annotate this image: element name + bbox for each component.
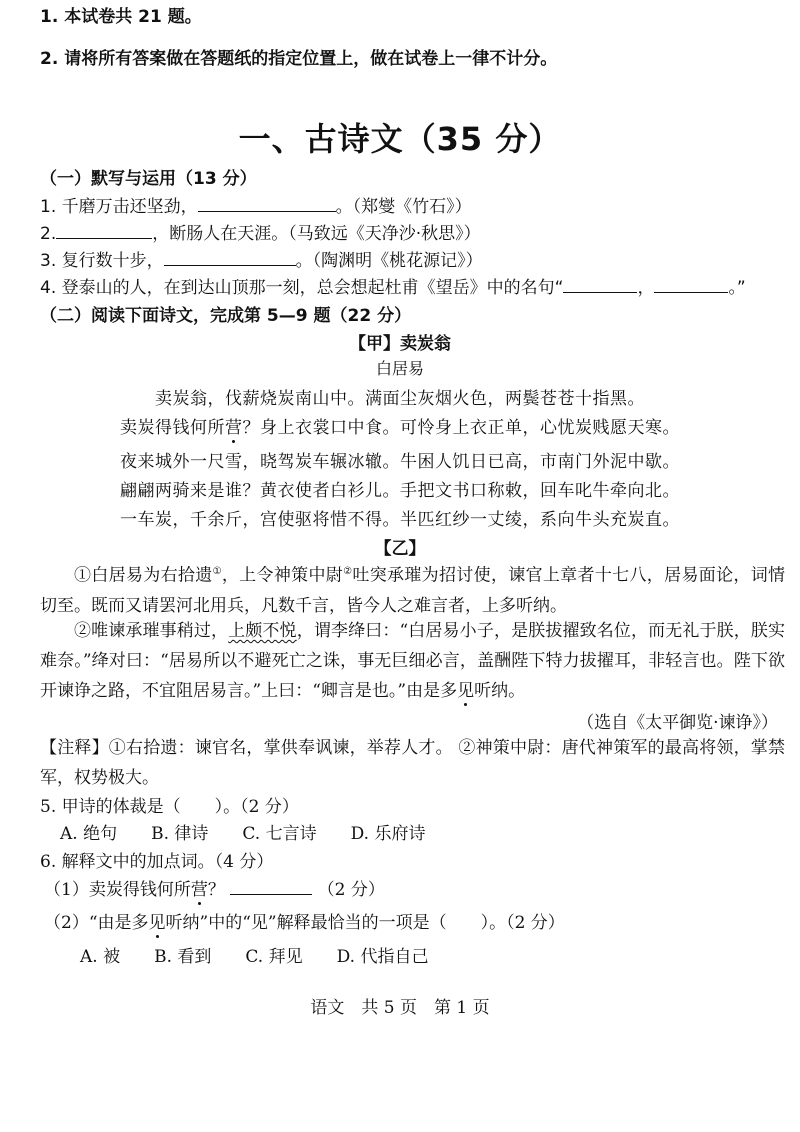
instruction-1: 1. 本试卷共 21 题。 (40, 7, 202, 27)
wavy-underlined-phrase: 上颇不悦 (228, 621, 297, 641)
q6-sub-2 (44, 908, 565, 933)
q3-text: 3. 复行数十步， (40, 251, 164, 271)
poem-line-2-part-a: 卖炭得钱何所 (120, 418, 225, 438)
poem-title: 【甲】卖炭翁 (349, 334, 451, 354)
part2-heading: （二）阅读下面诗文，完成第 5—9 题（22 分） (40, 306, 412, 326)
q1-text: 1. 千磨万击还坚劲， (40, 197, 198, 217)
prose-p2-a: ②唯谏承璀事稍过， (74, 621, 229, 641)
q5-option-d: D. 乐府诗 (350, 824, 426, 844)
poem-line-5: 一车炭，千余斤，宫使驱将惜不得。半匹红纱一丈绫，系向牛头充炭直。 (120, 510, 680, 530)
q6-sub1-answer-blank (230, 877, 312, 895)
poem-line-2-part-b: ？身上衣裳口中食。可怜身上衣正单，心忧炭贱愿天寒。 (242, 418, 680, 438)
q6-sub1-a: （1）卖炭得钱何所 (44, 880, 191, 900)
dotted-char-ying: 营 (225, 418, 243, 438)
q2-text: ，断肠人在天涯。（马致远《天净沙·秋思》） (152, 224, 481, 244)
q6-options (80, 942, 462, 967)
q6-option-c: C. 拜见 (245, 947, 303, 967)
q4-text: 4. 登泰山的人，在到达山顶那一刻，总会想起杜甫《望岳》中的名句“ (40, 278, 564, 298)
q4-answer-blank-2 (654, 275, 728, 293)
prose-p1-a: ①白居易为右拾遗 (74, 565, 213, 586)
part1-heading: （一）默写与运用（13 分） (40, 169, 257, 189)
prose-p1-b: ，上令神策中尉 (221, 565, 344, 586)
question-2 (40, 219, 481, 244)
q3-answer-blank (164, 248, 296, 266)
annotation-notes: 【注释】①右拾遗：谏官名，掌供奉讽谏，举荐人才。 ②神策中尉：唐代神策军的最高将领，掌禁军，权势极大。 (40, 738, 785, 788)
note-marker-1: ① (212, 566, 222, 577)
prose-paragraph-2 (40, 616, 785, 706)
prose-paragraph-1 (40, 557, 785, 621)
source-citation: （选自《太平御览·谏诤》） (577, 713, 778, 733)
poem-line-1: 卖炭翁，伐薪烧炭南山中。满面尘灰烟火色，两鬓苍苍十指黑。 (155, 389, 645, 409)
prose-p2-b: ，谓李绛曰：“白居易小子，是朕拔擢致名位，而无礼于朕，朕实难奈。”绛对曰：“居易所以不避死亡之诛，事无巨细必言，盖酬陛下特力拔擢耳，非轻言也。陛下欲开谏诤之路，不宜阻居易言。”上曰：“卿言是也。”由是多 (40, 621, 786, 701)
page-footer: 语文 共 5 页 第 1 页 (310, 998, 490, 1018)
prose-p1-c: 吐突承璀为招讨使，谏官上章者十七八，居易面论，词情切至。既而又请罢河北用兵，凡数千言，皆今人之难言者，上多听纳。 (40, 565, 786, 616)
q4-comma: ， (637, 278, 655, 298)
q6-option-d: D. 代指自己 (336, 947, 429, 967)
q3-source: 。（陶渊明《桃花源记》） (295, 251, 483, 271)
poem-line-2 (0, 413, 800, 438)
q6-dotted-jian: 见 (148, 913, 166, 933)
prose-p2-c: 听纳。 (474, 681, 526, 701)
prose-title: 【乙】 (374, 539, 426, 559)
q1-answer-blank (198, 194, 336, 212)
instruction-2: 2. 请将所有答案做在答题纸的指定位置上，做在试卷上一律不计分。 (40, 49, 558, 69)
question-3 (40, 246, 483, 271)
q2-answer-blank (56, 221, 152, 239)
q6-dotted-ying: 营 (190, 880, 208, 900)
q6-option-a: A. 被 (80, 947, 121, 967)
section-title: 一、古诗文（35 分） (238, 120, 562, 158)
question-4 (40, 273, 746, 298)
q4-end: 。” (728, 278, 746, 298)
q4-answer-blank-1 (563, 275, 637, 293)
q1-source: 。（郑燮《竹石》） (335, 197, 472, 217)
q6-sub2-a: （2）“由是多 (44, 913, 149, 933)
poem-line-3: 夜来城外一尺雪，晓驾炭车辗冰辙。牛困人饥日已高，市南门外泥中歇。 (120, 452, 680, 472)
q2-number: 2. (40, 224, 57, 244)
question-1 (40, 192, 472, 217)
q6-option-b: B. 看到 (154, 947, 212, 967)
poem-line-4: 翩翩两骑来是谁？黄衣使者白衫儿。手把文书口称敕，回车叱牛牵向北。 (120, 481, 680, 501)
poem-author: 白居易 (375, 359, 424, 378)
note-marker-2: ② (343, 566, 353, 577)
q5-options (60, 819, 459, 844)
q6-sub2-b: 听纳”中的“见”解释最恰当的一项是（ ）。（2 分） (165, 913, 565, 933)
q6-sub1-score: （2 分） (317, 880, 385, 900)
question-6: 6. 解释文中的加点词。（4 分） (40, 852, 274, 872)
question-5: 5. 甲诗的体裁是（ ）。（2 分） (40, 797, 299, 817)
q5-option-b: B. 律诗 (151, 824, 209, 844)
q5-option-c: C. 七言诗 (242, 824, 317, 844)
q5-option-a: A. 绝句 (60, 824, 118, 844)
q6-sub-1 (44, 875, 385, 900)
q6-sub1-b: ？ (207, 880, 225, 900)
dotted-char-jian: 见 (457, 681, 475, 701)
